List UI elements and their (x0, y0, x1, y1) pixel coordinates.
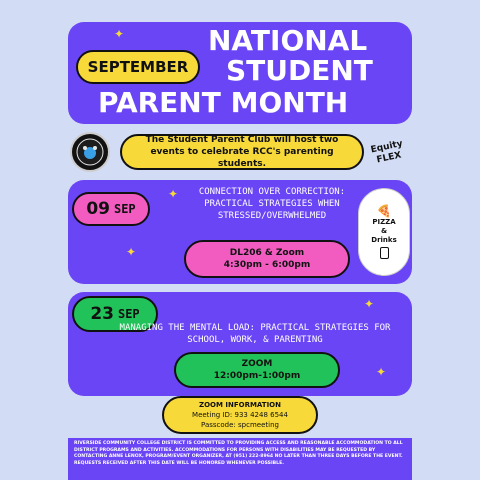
pizza-icon: 🍕 (376, 204, 392, 218)
title-line-1: NATIONAL (208, 24, 368, 57)
accessibility-notice: RIVERSIDE COMMUNITY COLLEGE DISTRICT IS COMMITTED TO PROVIDING ACCESS AND REASONABLE ACCOMMODATION TO ALL DISTRICT PROGRAMS AND ACTIVITIES. ACCOMMODATIONS FOR PERSONS WITH DISABILITIES MAY BE REQUESTED BY CONTACTING ANNE LENOX, PROGRAM/EVENT ORGANIZER, AT (951) 222-8964 NO LATER THAN THREE DAYS BEFORE THE EVENT. REQUESTS RECEIVED AFTER THIS DATE WILL BE HONORED WHENEVER POSSIBLE. (74, 441, 403, 466)
event-1-location: DL206 & Zoom (229, 248, 305, 258)
event-1-time: 4:30pm - 6:00pm (223, 260, 311, 270)
title-line-2: STUDENT (226, 54, 373, 87)
event-2-location: ZOOM (241, 359, 273, 369)
zoom-meeting-id: Meeting ID: 933 4248 6544 (192, 411, 288, 419)
month-badge-label: SEPTEMBER (87, 58, 189, 76)
zoom-passcode: Passcode: spcmeeting (201, 421, 279, 429)
event-1-details (184, 240, 350, 278)
equity-flex-tag (364, 138, 412, 169)
event-2-month: SEP (117, 307, 140, 321)
zoom-info-heading: ZOOM INFORMATION (199, 401, 281, 409)
intro-text: The Student Parent Club will host two events to celebrate RCC's parenting students. (145, 135, 339, 169)
flyer (68, 0, 412, 480)
event-1-month: SEP (113, 202, 136, 216)
club-logo-icon (75, 137, 105, 167)
page-title (68, 24, 412, 124)
sparkle-icon: ✦ (364, 297, 375, 311)
pizza-label: PIZZA (372, 218, 396, 226)
equity-flex-label: Equity FLEX (369, 138, 404, 166)
sparkle-icon: ✦ (168, 187, 179, 201)
event-2-time: 12:00pm-1:00pm (213, 371, 301, 381)
club-logo (70, 132, 110, 172)
zoom-info-box (162, 396, 318, 434)
event-2-title: MANAGING THE MENTAL LOAD: PRACTICAL STRATEGIES FOR SCHOOL, WORK, & PARENTING (119, 323, 391, 345)
pizza-drinks-badge (358, 188, 410, 276)
footer-panel (68, 438, 412, 480)
intro-banner (120, 134, 364, 170)
sparkle-icon: ✦ (376, 365, 387, 379)
event-1-date-badge (72, 192, 150, 226)
sparkle-icon: ✦ (126, 245, 137, 259)
drink-can-icon (380, 247, 389, 259)
event-1-title: CONNECTION OVER CORRECTION: PRACTICAL STRATEGIES WHEN STRESSED/OVERWHELMED (198, 187, 346, 221)
sparkle-icon: ✦ (114, 27, 125, 41)
event-1-day: 09 (86, 199, 110, 219)
drinks-label: Drinks (371, 236, 397, 244)
event-2-details (174, 352, 340, 388)
ampersand-label: & (380, 227, 388, 235)
event-2-day: 23 (90, 304, 114, 324)
title-line-3: PARENT MONTH (98, 86, 349, 119)
